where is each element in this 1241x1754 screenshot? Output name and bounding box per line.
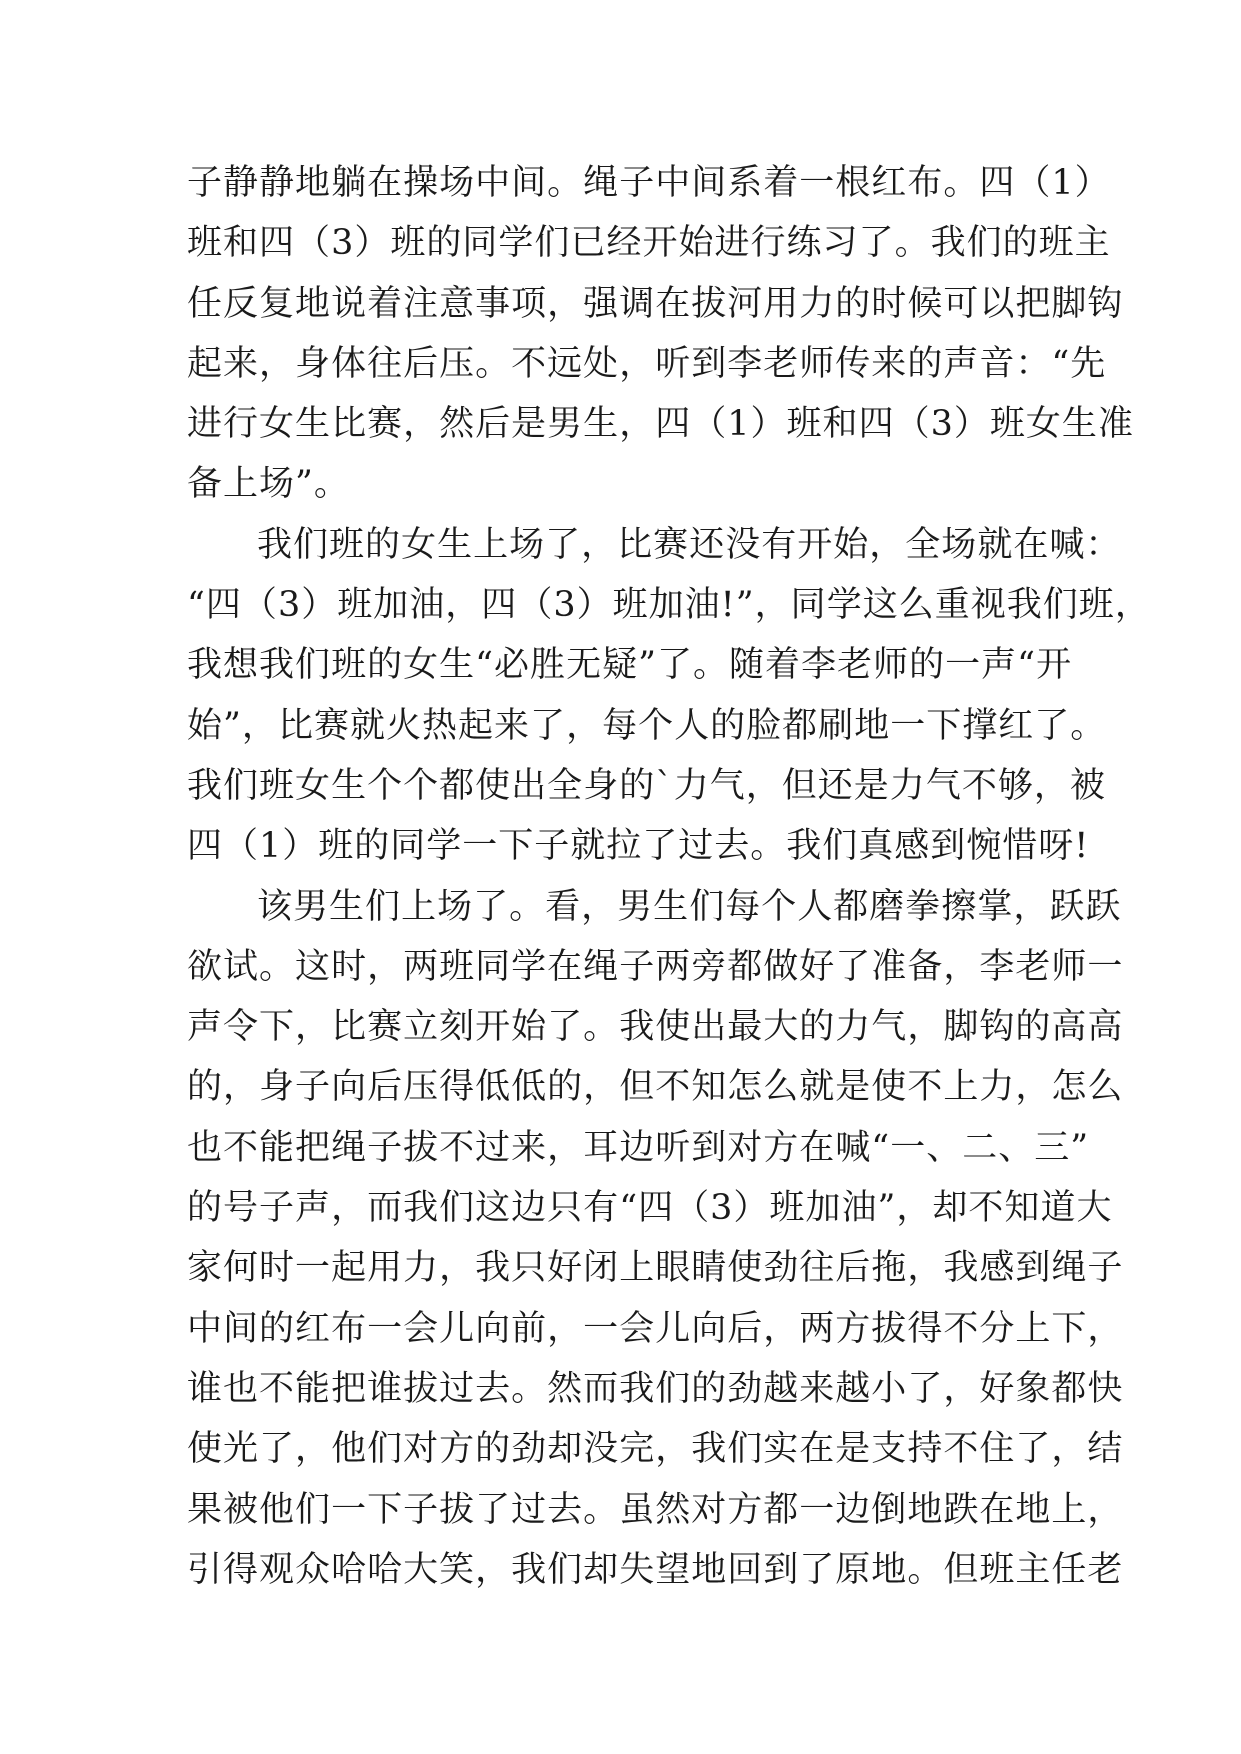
text-line: 我 们 班 的 女 生 上 场 了 ， 比 赛 还 没 有 开 始 ， 全 场 就 在 喊 ： xyxy=(257,524,1122,565)
text-line: 声 令 下 ， 比 赛 立 刻 开 始 了 。 我 使 出 最 大 的 力 气 ， 脚 钩 的 高 高 xyxy=(187,1007,1124,1048)
body-text xyxy=(187,153,1151,1600)
text-line: 谁 也 不 能 把 谁 拔 过 去 。 然 而 我 们 的 劲 越 来 越 小 了 ， 好 象 都 快 xyxy=(187,1368,1124,1409)
text-line: 家 何 时 一 起 用 力 ， 我 只 好 闭 上 眼 睛 使 劲 往 后 拖 ， 我 感 到 绳 子 xyxy=(187,1248,1124,1289)
text-line: “ 四 （ 3 ） 班 加 油 ， 四 （ 3 ） 班 加 油 ! ” ， 同 学 这 么 重 视 我 们 班 ， xyxy=(187,585,1151,626)
text-line: 中 间 的 红 布 一 会 儿 向 前 ， 一 会 儿 向 后 ， 两 方 拔 得 不 分 上 下 ， xyxy=(187,1308,1124,1349)
text-line: 进 行 女 生 比 赛 ， 然 后 是 男 生 ， 四 （ 1 ） 班 和 四 （ 3 ） 班 女 生 准 xyxy=(187,404,1134,445)
text-line: 引 得 观 众 哈 哈 大 笑 ， 我 们 却 失 望 地 回 到 了 原 地 。 但 班 主 任 老 xyxy=(187,1549,1124,1590)
text-line: 的 ， 身 子 向 后 压 得 低 低 的 ， 但 不 知 怎 么 就 是 使 不 上 力 ， 怎 么 xyxy=(187,1067,1124,1108)
text-line: 班 和 四 （ 3 ） 班 的 同 学 们 已 经 开 始 进 行 练 习 了 。 我 们 的 班 主 xyxy=(187,223,1111,264)
text-line: 始 ” ， 比 赛 就 火 热 起 来 了 ， 每 个 人 的 脸 都 刷 地 一 下 撑 红 了 。 xyxy=(187,705,1107,746)
text-line: 该 男 生 们 上 场 了 。 看 ， 男 生 们 每 个 人 都 磨 拳 擦 掌 ， 跃 跃 xyxy=(257,886,1122,927)
text-line: 欲 试 。 这 时 ， 两 班 同 学 在 绳 子 两 旁 都 做 好 了 准 备 ， 李 老 师 一 xyxy=(187,946,1124,987)
text-line: 任 反 复 地 说 着 注 意 事 项 ， 强 调 在 拔 河 用 力 的 时 候 可 以 把 脚 钩 xyxy=(187,283,1124,324)
text-line: 子 静 静 地 躺 在 操 场 中 间 。 绳 子 中 间 系 着 一 根 红 布 。 四 （ 1 ） xyxy=(187,163,1111,203)
text-line: 备上场”。 xyxy=(187,464,350,505)
text-line: 也 不 能 把 绳 子 拔 不 过 来 ， 耳 边 听 到 对 方 在 喊 “ 一 、 二 、 三 ” xyxy=(187,1127,1090,1168)
text-line: 果 被 他 们 一 下 子 拔 了 过 去 。 虽 然 对 方 都 一 边 倒 地 跌 在 地 上 ， xyxy=(187,1489,1124,1530)
text-line: 我 们 班 女 生 个 个 都 使 出 全 身 的 ` 力 气 ， 但 还 是 力 气 不 够 ， 被 xyxy=(187,765,1106,806)
text-line: 使 光 了 ， 他 们 对 方 的 劲 却 没 完 ， 我 们 实 在 是 支 持 不 住 了 ， 结 xyxy=(187,1429,1124,1470)
text-line: 我 想 我 们 班 的 女 生 “ 必 胜 无 疑 ” 了 。 随 着 李 老 师 的 一 声 “ 开 xyxy=(187,645,1073,686)
text-line: 四（1）班的同学一下子就拉了过去。我们真感到惋惜呀! xyxy=(187,826,1090,867)
text-line: 起 来 ， 身 体 往 后 压 。 不 远 处 ， 听 到 李 老 师 传 来 的 声 音 ： “ 先 xyxy=(187,343,1107,384)
text-line: 的 号 子 声 ， 而 我 们 这 边 只 有 “ 四 （ 3 ） 班 加 油 ” ， 却 不 知 道 大 xyxy=(187,1188,1113,1229)
